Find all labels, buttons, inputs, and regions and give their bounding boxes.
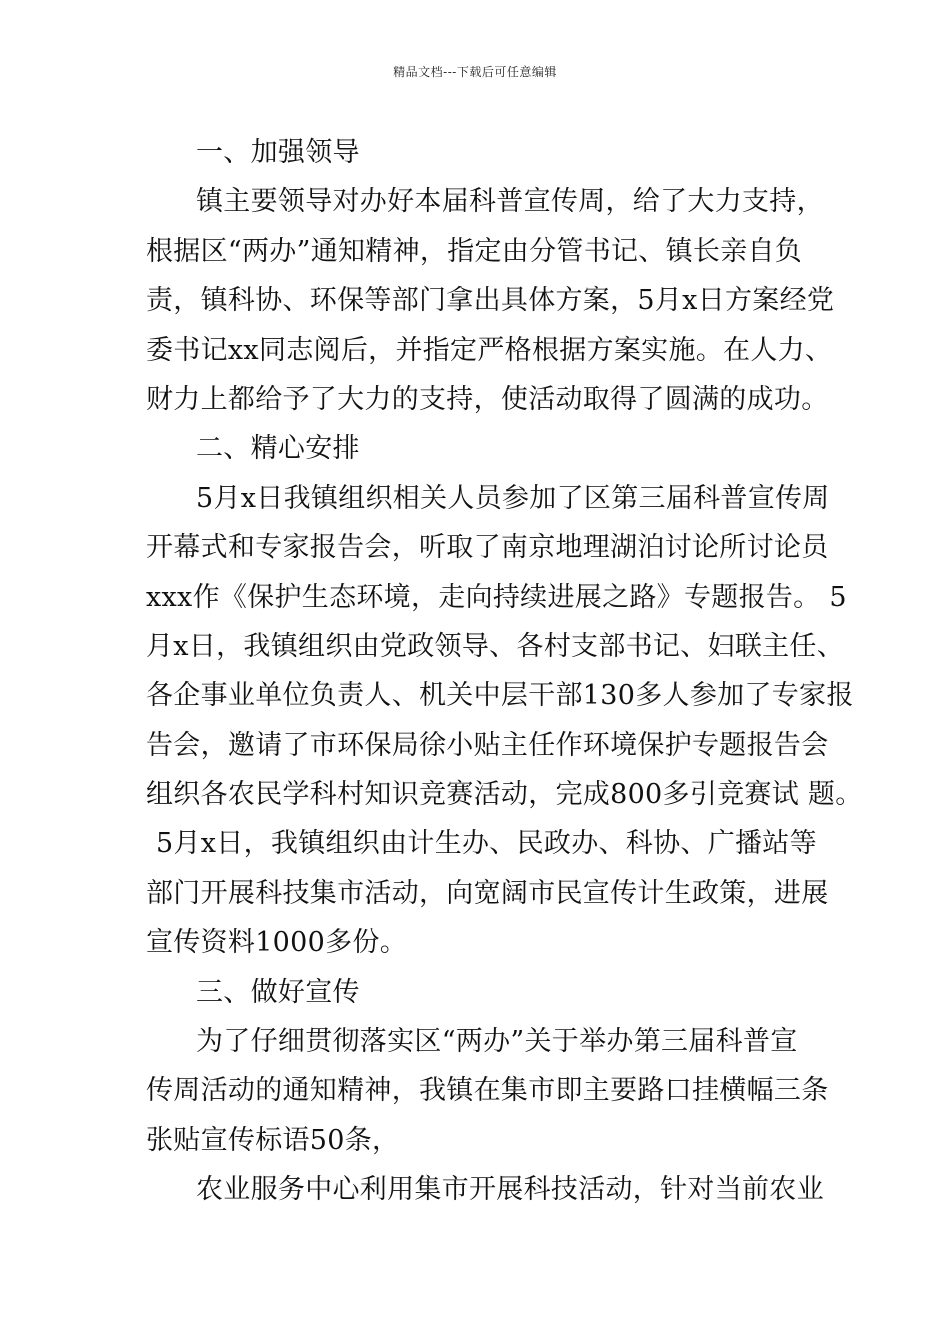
paragraph-line: 责，镇科协、环保等部门拿出具体方案，5月x日方案经党 <box>146 285 835 317</box>
paragraph-line: 各企事业单位负责人、机关中层干部130多人参加了专家报 <box>146 680 854 712</box>
paragraph-line: 开幕式和专家报告会，听取了南京地理湖泊讨论所讨论员 <box>146 532 829 564</box>
section-heading-1: 一、加强领导 <box>196 137 360 168</box>
paragraph-line: 镇主要领导对办好本届科普宣传周，给了大力支持， <box>196 186 824 218</box>
paragraph-line: 5月x日，我镇组织由计生办、民政办、科协、广播站等 <box>156 828 817 860</box>
section-heading-3: 三、做好宣传 <box>196 976 360 1008</box>
paragraph-line: 张贴宣传标语50条， <box>146 1124 400 1156</box>
paragraph-line: 告会，邀请了市环保局徐小贴主任作环境保护专题报告会 <box>146 729 829 761</box>
page-header: 精品文档---下载后可任意编辑 <box>393 65 557 79</box>
paragraph-line: 财力上都给予了大力的支持，使活动取得了圆满的成功。 <box>146 383 829 415</box>
paragraph-line: 宣传资料1000多份。 <box>146 927 408 959</box>
paragraph-line: xxx作《保护生态环境，走向持续进展之路》专题报告。 5 <box>146 581 847 613</box>
paragraph-line: 传周活动的通知精神，我镇在集市即主要路口挂横幅三条 <box>146 1075 829 1107</box>
section-heading-2: 二、精心安排 <box>196 433 360 465</box>
paragraph-line: 5月x日我镇组织相关人员参加了区第三届科普宣传周 <box>196 482 830 514</box>
paragraph-line: 为了仔细贯彻落实区“两办”关于举办第三届科普宣 <box>196 1026 798 1058</box>
paragraph-line: 根据区“两办”通知精神，指定由分管书记、镇长亲自负 <box>146 235 803 267</box>
paragraph-line: 委书记xx同志阅后，并指定严格根据方案实施。在人力、 <box>146 334 833 366</box>
paragraph-line: 月x日，我镇组织由党政领导、各村支部书记、妇联主任、 <box>146 630 845 662</box>
paragraph-line: 农业服务中心利用集市开展科技活动，针对当前农业 <box>196 1174 824 1206</box>
document-body <box>146 128 863 1215</box>
paragraph-line: 部门开展科技集市活动，向宽阔市民宣传计生政策，进展 <box>146 877 829 909</box>
paragraph-line: 组织各农民学科村知识竞赛活动，完成800多引竞赛试 题。 <box>146 779 863 811</box>
